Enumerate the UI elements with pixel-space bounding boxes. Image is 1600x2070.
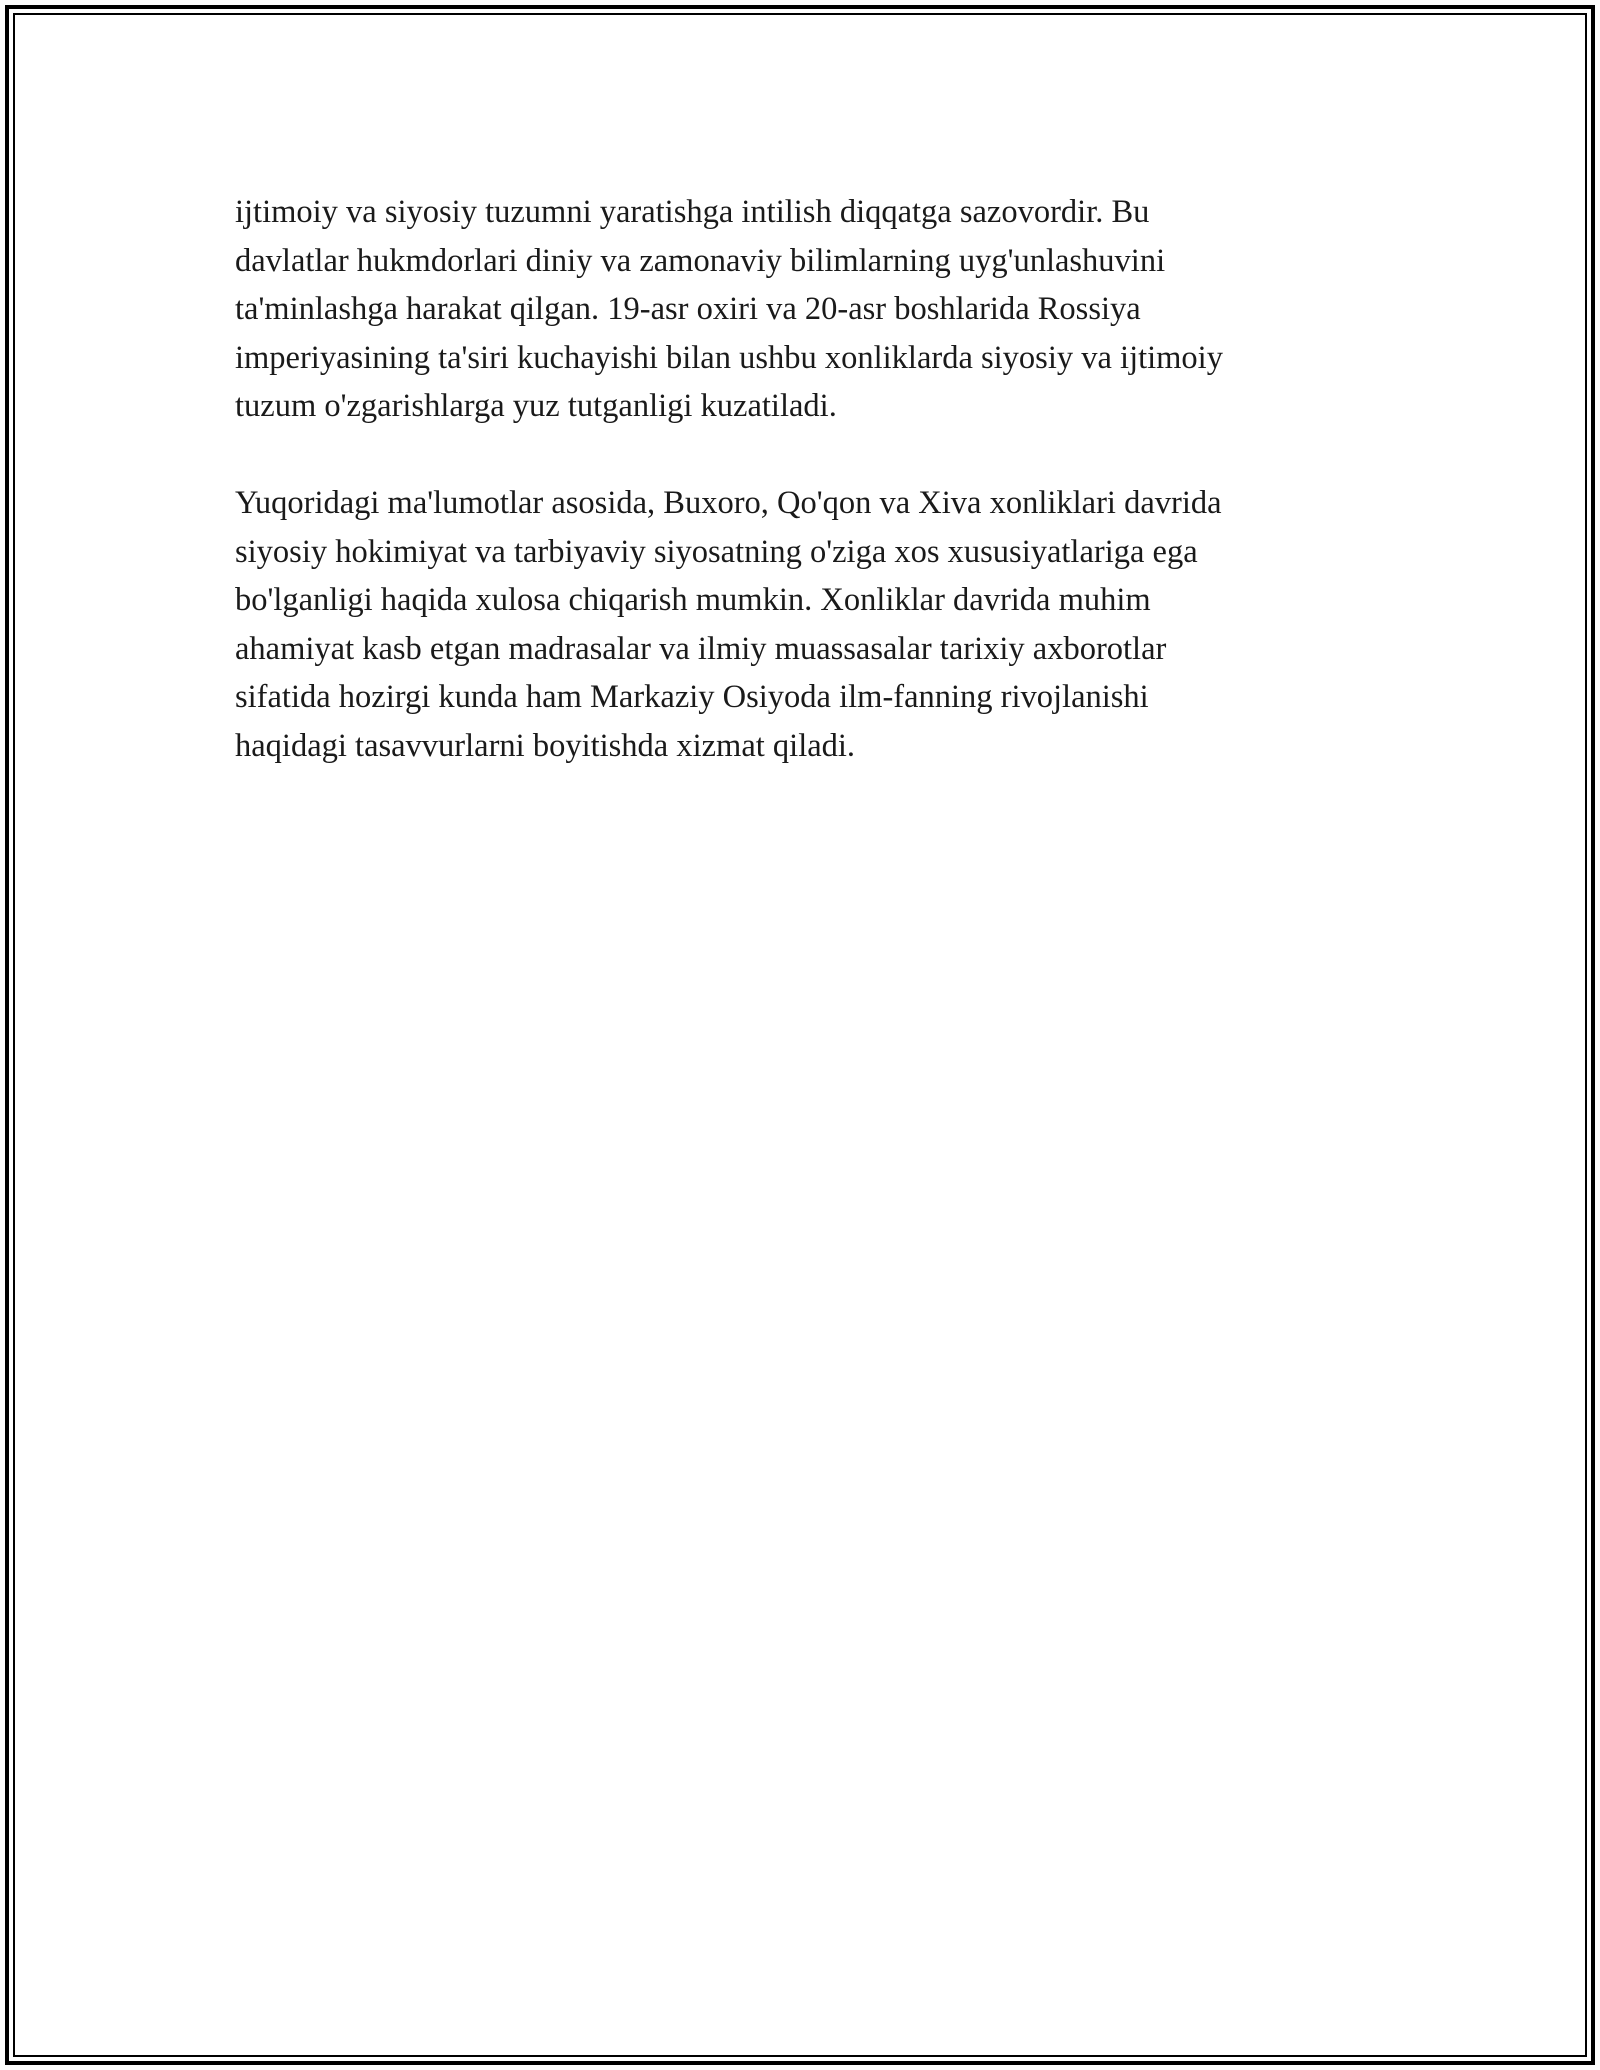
document-body (235, 188, 1365, 770)
paragraph-2: Yuqoridagi ma'lumotlar asosida, Buxoro, Qo'qon va Xiva xonliklari davrida siyosiy hokimiyat va tarbiyaviy siyosatning o'ziga xos xususiyatlariga ega bo'lganligi haqida xulosa chiqarish mumkin. Xonliklar davrida muhim ahamiyat kasb etgan madrasalar va ilmiy muassasalar tarixiy axborotlar sifatida hozirgi kunda ham Markaziy Osiyoda ilm-fanning rivojlanishi haqidagi tasavvurlarni boyitishda xizmat qiladi. (235, 485, 1222, 764)
paragraph-1: ijtimoiy va siyosiy tuzumni yaratishga intilish diqqatga sazovordir. Bu davlatlar hukmdorlari diniy va zamonaviy bilimlarning uyg'unlashuvini ta'minlashga harakat qilgan. 19-asr oxiri va 20-asr boshlarida Rossiya imperiyasining ta'siri kuchayishi bilan ushbu xonliklarda siyosiy va ijtimoiy tuzum o'zgarishlarga yuz tutganligi kuzatiladi. (235, 194, 1223, 424)
